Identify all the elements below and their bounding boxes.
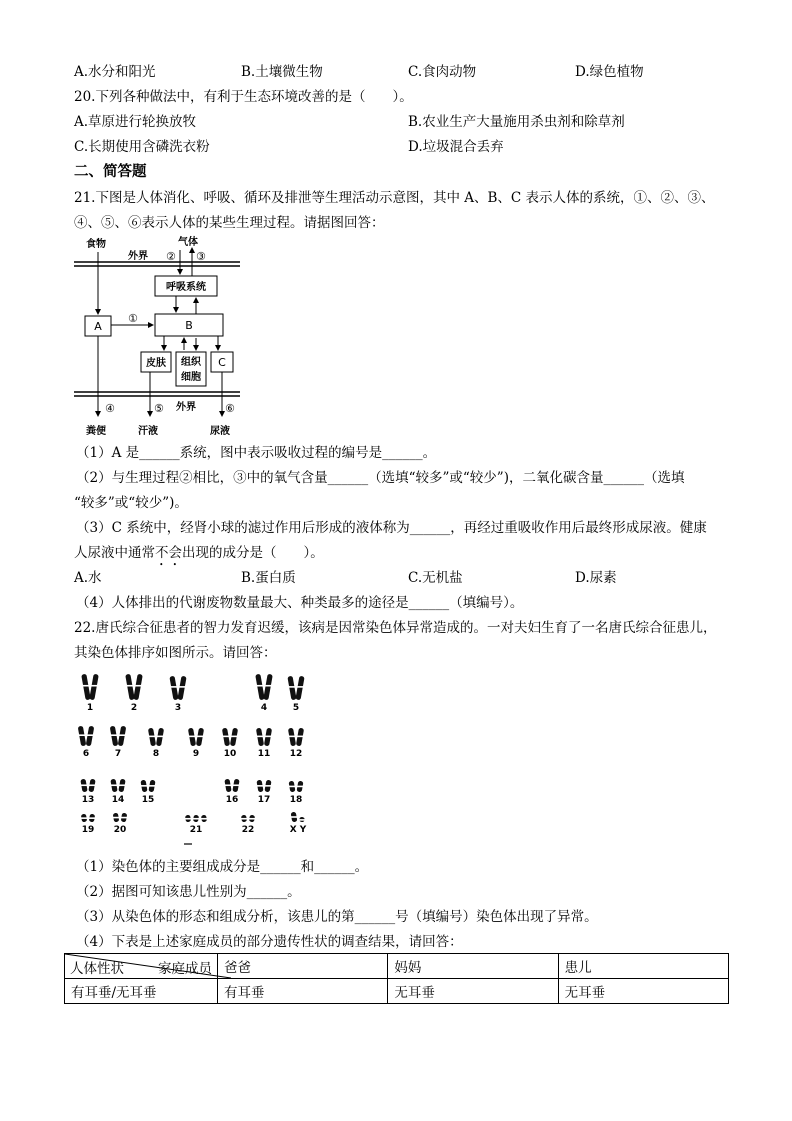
chromosome-label: 9 [192, 749, 200, 759]
chromosome-pair-4 [255, 674, 273, 713]
chromosome [169, 676, 178, 701]
section-heading: 二、简答题 [74, 163, 147, 180]
chromosome-label: 2 [130, 703, 138, 713]
centromere [179, 686, 185, 688]
centromere [111, 734, 117, 736]
centromere [225, 784, 231, 786]
q21-option-d: D.尿素 [575, 570, 617, 586]
label-n6: ⑥ [225, 402, 235, 415]
centromere [113, 817, 119, 819]
chromosome-pair-21 [185, 815, 207, 835]
centromere [89, 817, 95, 819]
label-n5: ⑤ [154, 402, 164, 415]
label-n1: ① [128, 312, 138, 325]
label-sweat: 汗液 [138, 426, 158, 437]
centromere [241, 818, 247, 820]
chromosome-pair-11 [256, 728, 272, 759]
q21-part3-emphasis: 不会 [155, 545, 182, 561]
label-n2: ② [166, 250, 176, 263]
centromere [127, 685, 133, 687]
q21-part3-post: 出现的成分是（ ）。 [182, 545, 324, 561]
centromere [233, 784, 239, 786]
centromere [111, 784, 117, 786]
q20-option-d: D.垃圾混合丢弃 [408, 139, 504, 155]
centromere [201, 818, 207, 820]
label-feces: 粪便 [86, 426, 106, 437]
chromosome-pair-20 [113, 813, 128, 835]
centromere [257, 785, 263, 787]
chromosome-label: 11 [257, 749, 271, 759]
q19-option-b: B.土壤微生物 [241, 64, 323, 80]
q19-option-a: A.水分和阳光 [74, 64, 156, 80]
centromere [265, 785, 271, 787]
chromosome-pair-19 [81, 814, 96, 835]
physiology-diagram [72, 234, 252, 440]
q22-stem-line2: 其染色体排序如图所示。请回答： [74, 645, 277, 661]
chromosome-label: 16 [225, 795, 239, 805]
label-system-b: B [185, 319, 193, 332]
chromosome-label: 12 [289, 749, 303, 759]
label-system-c: C [218, 356, 226, 369]
chromosome-pair-15 [140, 780, 155, 805]
centromere [81, 784, 87, 786]
table-row [65, 979, 729, 1004]
chromosome-pair-5 [287, 676, 304, 713]
q21-option-b: B.蛋白质 [241, 570, 296, 586]
chromosome [89, 674, 99, 701]
centromere [291, 816, 297, 818]
centromere [297, 736, 303, 738]
centromere [231, 736, 237, 738]
q19-option-d: D.绿色植物 [575, 64, 644, 80]
chromosome-label: 13 [81, 795, 95, 805]
q22-part3: （3）从染色体的形态和组成分析，该患儿的第______号（填编号）染色体出现了异常。 [76, 909, 598, 925]
q21-part3-line1: （3）C 系统中，经肾小球的滤过作用后形成的液体称为______，再经过重吸收作用后最终形成尿液。健康 [76, 520, 707, 536]
chromosome-pair-18 [288, 781, 303, 805]
chromosome-label: 7 [114, 749, 122, 759]
q21-part3-pre: 人尿液中通常 [74, 545, 155, 561]
chromosome-label: 15 [141, 795, 155, 805]
cell-mother: 无耳垂 [388, 979, 558, 1004]
chromosome-label: 4 [260, 703, 268, 713]
chromosome-label: 14 [111, 795, 125, 805]
centromere [197, 736, 203, 738]
label-outside-bottom: 外界 [176, 402, 196, 413]
q21-part2-line2: “较多”或“较少”)。 [74, 495, 188, 511]
row-label: 有耳垂/无耳垂 [65, 979, 218, 1004]
header-child: 患儿 [558, 954, 728, 979]
centromere [89, 784, 95, 786]
chromosome-label: 6 [82, 749, 90, 759]
centromere [193, 818, 199, 820]
centromere [257, 736, 263, 738]
label-tissue-line1: 组织 [181, 357, 201, 368]
chromosome-label: 18 [289, 795, 303, 805]
label-urine: 尿液 [210, 426, 230, 437]
chromosome-label: 22 [241, 825, 255, 835]
centromere [289, 786, 295, 788]
chromosome-pair-17 [256, 780, 271, 805]
q21-part2-line1: （2）与生理过程②相比，③中的氧气含量______（选填“较多”或“较少”)，二氧化碳含量______（选填 [76, 470, 685, 486]
centromere [141, 785, 147, 787]
centromere [171, 686, 177, 688]
centromere [91, 685, 97, 687]
q20-stem: 20.下列各种做法中，有利于生态环境改善的是（ ）。 [74, 89, 413, 105]
q21-stem-line2: ④、⑤、⑥表示人体的某些生理过程。请据图回答： [74, 215, 385, 231]
q20-option-b: B.农业生产大量施用杀虫剂和除草剂 [408, 114, 625, 130]
chromosome [133, 674, 143, 701]
label-n4: ④ [105, 402, 115, 415]
centromere [249, 818, 255, 820]
centromere [149, 785, 155, 787]
label-system-a: A [94, 320, 102, 333]
chromosome-label: 5 [292, 703, 300, 713]
chromosome-pair-22 [241, 815, 255, 835]
label-food: 食物 [86, 239, 106, 250]
chromosome-pair-1 [81, 674, 99, 713]
centromere [87, 734, 93, 736]
q22-part1: （1）染色体的主要组成成分是______和______。 [76, 859, 369, 875]
chromosome-label: X Y [289, 825, 307, 835]
chromosome-label: 1 [86, 703, 94, 713]
table-header-row [65, 954, 729, 979]
q22-part2: （2）据图可知该患儿性别为______。 [76, 884, 301, 900]
cell-child: 无耳垂 [558, 979, 728, 1004]
trait-table [64, 953, 729, 1004]
q21-option-a: A.水 [74, 570, 102, 586]
header-father: 爸爸 [218, 954, 388, 979]
centromere [265, 736, 271, 738]
q21-part1: （1）A 是______系统，图中表示吸收过程的编号是______。 [76, 445, 437, 461]
cell-father: 有耳垂 [218, 979, 388, 1004]
centromere [299, 819, 305, 821]
centromere [297, 786, 303, 788]
centromere [79, 734, 85, 736]
label-respiratory-system: 呼吸系统 [166, 282, 206, 293]
chromosome [125, 674, 135, 701]
centromere [189, 736, 195, 738]
q20-option-a: A.草原进行轮换放牧 [74, 114, 197, 130]
chromosome-pair-6 [78, 726, 95, 759]
chromosome-pair-8 [148, 728, 164, 759]
centromere [81, 817, 87, 819]
chromosome-pair-2 [125, 674, 143, 713]
label-gas: 气体 [178, 237, 198, 248]
chromosome [287, 676, 296, 701]
centromere [289, 686, 295, 688]
q21-option-c: C.无机盐 [408, 570, 463, 586]
chromosome-pair-16 [224, 779, 239, 805]
chromosome [255, 674, 265, 701]
corner-left-label: 人体性状 [70, 961, 124, 977]
centromere [297, 686, 303, 688]
centromere [119, 784, 125, 786]
q22-stem-line1: 22.唐氏综合征患者的智力发育迟缓，该病是因常染色体异常造成的。一对夫妇生育了一名唐氏综合征患儿， [74, 620, 717, 636]
chromosome-label: 17 [257, 795, 271, 805]
chromosome-pair-14 [110, 779, 125, 805]
q20-option-c: C.长期使用含磷洗衣粉 [74, 139, 210, 155]
chromosome [81, 674, 91, 701]
centromere [135, 685, 141, 687]
chromosome [177, 676, 186, 701]
q19-option-c: C.食肉动物 [408, 64, 477, 80]
chromosome-pair-10 [222, 728, 238, 759]
chromosome-label: 19 [81, 825, 95, 835]
chromosome [263, 674, 273, 701]
corner-right-label: 家庭成员 [158, 961, 212, 977]
q21-part4: （4）人体排出的代谢废物数量最大、种类最多的途径是______（填编号）。 [76, 595, 524, 611]
label-skin: 皮肤 [146, 358, 166, 369]
q22-part4: （4）下表是上述家庭成员的部分遗传性状的调查结果，请回答： [76, 934, 463, 950]
karyotype-figure [72, 672, 322, 848]
chromosome-label: 21 [189, 825, 203, 835]
centromere [121, 817, 127, 819]
chromosome-label: 10 [223, 749, 237, 759]
label-n3: ③ [196, 250, 206, 263]
chromosome [295, 676, 304, 701]
centromere [157, 736, 163, 738]
chromosome-pair-3 [169, 676, 186, 713]
chromosome-pair-12 [288, 728, 304, 759]
chromosome-label: 3 [174, 703, 182, 713]
q21-stem-line1: 21.下图是人体消化、呼吸、循环及排泄等生理活动示意图，其中 A、B、C 表示人体的系统，①、②、③、 [74, 190, 715, 206]
centromere [83, 685, 89, 687]
chromosome-pair-13 [80, 779, 95, 805]
table-corner-cell [65, 954, 218, 979]
centromere [119, 734, 125, 736]
centromere [223, 736, 229, 738]
centromere [257, 685, 263, 687]
label-tissue-line2: 细胞 [181, 372, 201, 383]
centromere [289, 736, 295, 738]
label-outside-top: 外界 [128, 251, 148, 262]
q21-part3-line2 [74, 543, 324, 569]
header-mother: 妈妈 [388, 954, 558, 979]
centromere [149, 736, 155, 738]
chromosome-pair-23 [290, 812, 307, 835]
chromosome-label: 8 [152, 749, 160, 759]
centromere [265, 685, 271, 687]
chromosome-label: 20 [113, 825, 127, 835]
chromosome-pair-9 [188, 728, 204, 759]
centromere [185, 818, 191, 820]
chromosome-pair-7 [110, 726, 127, 759]
